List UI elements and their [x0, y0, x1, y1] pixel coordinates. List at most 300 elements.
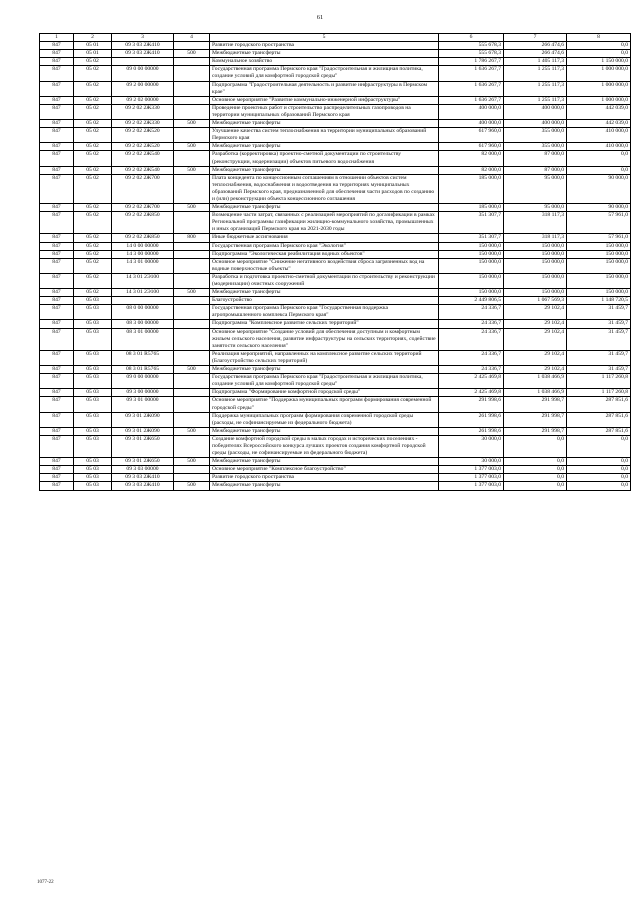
ministry-code: 847 — [40, 366, 74, 374]
amount-year-2: 1 255 117,3 — [504, 81, 567, 96]
target-article-code: 09 2 02 2Ж700 — [112, 174, 174, 203]
amount-year-1: 617 960,0 — [439, 143, 504, 151]
section-code: 05 01 — [74, 42, 112, 50]
footer-code: 1077-22 — [37, 880, 54, 885]
amount-year-3: 442 039,0 — [567, 120, 631, 128]
amount-year-1: 617 960,0 — [439, 128, 504, 143]
amount-year-2: 150 000,0 — [504, 273, 567, 288]
section-code: 05 03 — [74, 458, 112, 466]
table-row — [40, 128, 631, 143]
amount-year-2: 0,0 — [504, 466, 567, 474]
item-name: Поддержка муниципальных программ формирования современной городской среды (расходы, не софинансируемые из федерального бюджета) — [210, 412, 439, 427]
amount-year-3: 1 000 000,0 — [567, 66, 631, 81]
amount-year-2: 29 102,4 — [504, 320, 567, 328]
item-name: Создание комфортной городской среды в малых городах и исторических поселениях - победителях Всероссийского конкурса лучших проектов создания комфортной городской среды (расходы, не софинансируемые из федерального бюджета) — [210, 435, 439, 457]
target-article-code: 08 3 00 00000 — [112, 320, 174, 328]
amount-year-3: 150 000,0 — [567, 250, 631, 258]
target-article-code: 09 2 02 2Ж520 — [112, 143, 174, 151]
amount-year-2: 291 998,7 — [504, 427, 567, 435]
ministry-code: 847 — [40, 143, 74, 151]
amount-year-2: 150 000,0 — [504, 242, 567, 250]
ministry-code: 847 — [40, 104, 74, 119]
expense-type-code — [174, 242, 210, 250]
table-row — [40, 458, 631, 466]
ministry-code: 847 — [40, 427, 74, 435]
amount-year-1: 82 000,0 — [439, 151, 504, 166]
target-article-code: 14 3 01 2Э100 — [112, 289, 174, 297]
section-code: 05 02 — [74, 204, 112, 212]
section-code: 05 02 — [74, 174, 112, 203]
table-row — [40, 350, 631, 365]
section-code: 05 02 — [74, 212, 112, 234]
amount-year-1: 150 000,0 — [439, 258, 504, 273]
expense-type-code — [174, 151, 210, 166]
table-row — [40, 250, 631, 258]
amount-year-3: 442 039,0 — [567, 104, 631, 119]
target-article-code: 09 3 01 2Ж650 — [112, 435, 174, 457]
target-article-code: 14 0 00 00000 — [112, 242, 174, 250]
ministry-code: 847 — [40, 242, 74, 250]
amount-year-2: 1 255 117,3 — [504, 96, 567, 104]
amount-year-3: 0,0 — [567, 166, 631, 174]
amount-year-2: 150 000,0 — [504, 250, 567, 258]
table-row — [40, 366, 631, 374]
amount-year-1: 24 336,7 — [439, 366, 504, 374]
amount-year-1: 555 678,3 — [439, 42, 504, 50]
amount-year-1: 261 998,6 — [439, 427, 504, 435]
column-header: 8 — [567, 34, 631, 42]
amount-year-2: 29 102,4 — [504, 305, 567, 320]
amount-year-1: 1 786 267,7 — [439, 58, 504, 66]
expense-type-code — [174, 96, 210, 104]
section-code: 05 02 — [74, 66, 112, 81]
ministry-code: 847 — [40, 120, 74, 128]
section-code: 05 03 — [74, 320, 112, 328]
section-code: 05 02 — [74, 273, 112, 288]
expense-type-code — [174, 435, 210, 457]
target-article-code: 09 2 02 00000 — [112, 96, 174, 104]
section-code: 05 03 — [74, 474, 112, 482]
target-article-code — [112, 58, 174, 66]
amount-year-2: 95 000,0 — [504, 174, 567, 203]
item-name: Подпрограмма "Формирование комфортной городской среды" — [210, 389, 439, 397]
amount-year-2: 0,0 — [504, 474, 567, 482]
ministry-code: 847 — [40, 482, 74, 490]
amount-year-3: 0,0 — [567, 458, 631, 466]
target-article-code: 09 2 02 2Ж700 — [112, 204, 174, 212]
table-row — [40, 104, 631, 119]
table-row — [40, 482, 631, 490]
target-article-code: 09 2 02 2Ж850 — [112, 212, 174, 234]
expense-type-code — [174, 174, 210, 203]
table-row — [40, 81, 631, 96]
amount-year-1: 82 000,0 — [439, 166, 504, 174]
item-name: Плата концедента по концессионным соглашениям в отношении объектов систем теплоснабжения, водоснабжения и водоотведения на территориях муниципальных образований Пермского края, предназначенной для обеспечения части расходов по созданию и (или) реконструкции объекта концессионного соглашения — [210, 174, 439, 203]
amount-year-2: 150 000,0 — [504, 289, 567, 297]
item-name: Государственная программа Пермского края "Градостроительная и жилищная политика, создание условий для комфортной городской среды" — [210, 374, 439, 389]
amount-year-2: 266 474,6 — [504, 42, 567, 50]
amount-year-2: 291 998,7 — [504, 412, 567, 427]
column-number-row — [40, 34, 631, 42]
table-row — [40, 204, 631, 212]
ministry-code: 847 — [40, 328, 74, 350]
table-row — [40, 151, 631, 166]
amount-year-2: 400 000,0 — [504, 104, 567, 119]
ministry-code: 847 — [40, 305, 74, 320]
amount-year-2: 400 000,0 — [504, 120, 567, 128]
expense-type-code — [174, 258, 210, 273]
table-row — [40, 234, 631, 242]
table-row — [40, 58, 631, 66]
amount-year-1: 24 336,7 — [439, 320, 504, 328]
section-code: 05 02 — [74, 234, 112, 242]
table-row — [40, 297, 631, 305]
target-article-code: 08 0 00 00000 — [112, 305, 174, 320]
amount-year-1: 1 636 267,7 — [439, 81, 504, 96]
amount-year-3: 1 117 260,8 — [567, 374, 631, 389]
amount-year-2: 318 117,3 — [504, 234, 567, 242]
item-name: Подпрограмма "Комплексное развитие сельских территорий" — [210, 320, 439, 328]
expense-type-code — [174, 350, 210, 365]
budget-table — [39, 33, 631, 491]
item-name: Иные бюджетные ассигнования — [210, 234, 439, 242]
item-name: Разработка и подготовка проектно-сметной документации по строительству и реконструкции (модернизации) очистных сооружений — [210, 273, 439, 288]
section-code: 05 03 — [74, 374, 112, 389]
amount-year-3: 1 000 000,0 — [567, 96, 631, 104]
expense-type-code — [174, 397, 210, 412]
ministry-code: 847 — [40, 474, 74, 482]
table-row — [40, 374, 631, 389]
item-name: Межбюджетные трансферты — [210, 458, 439, 466]
amount-year-3: 31 459,7 — [567, 320, 631, 328]
column-header: 6 — [439, 34, 504, 42]
section-code: 05 02 — [74, 242, 112, 250]
amount-year-1: 291 998,6 — [439, 397, 504, 412]
target-article-code: 09 3 03 2Ж410 — [112, 474, 174, 482]
amount-year-2: 29 102,4 — [504, 366, 567, 374]
item-name: Межбюджетные трансферты — [210, 289, 439, 297]
amount-year-2: 291 998,7 — [504, 397, 567, 412]
target-article-code: 09 3 03 2Ж410 — [112, 50, 174, 58]
ministry-code: 847 — [40, 289, 74, 297]
item-name: Возмещение части затрат, связанных с реализацией мероприятий по догазификации в рамках Региональной программы газификации жилищно-коммунального хозяйства, промышленных и иных организаций Пермского края на 2021-2030 годы — [210, 212, 439, 234]
amount-year-3: 150 000,0 — [567, 289, 631, 297]
expense-type-code — [174, 212, 210, 234]
amount-year-1: 150 000,0 — [439, 273, 504, 288]
amount-year-3: 1 148 720,5 — [567, 297, 631, 305]
expense-type-code — [174, 389, 210, 397]
target-article-code: 14 3 01 2Э100 — [112, 273, 174, 288]
ministry-code: 847 — [40, 389, 74, 397]
amount-year-3: 1 117 260,8 — [567, 389, 631, 397]
column-header: 7 — [504, 34, 567, 42]
column-header: 3 — [112, 34, 174, 42]
section-code: 05 03 — [74, 328, 112, 350]
ministry-code: 847 — [40, 435, 74, 457]
expense-type-code: 500 — [174, 50, 210, 58]
amount-year-3: 0,0 — [567, 151, 631, 166]
table-row — [40, 474, 631, 482]
amount-year-3: 0,0 — [567, 50, 631, 58]
table-body — [40, 42, 631, 490]
ministry-code: 847 — [40, 397, 74, 412]
amount-year-1: 1 636 267,7 — [439, 66, 504, 81]
section-code: 05 02 — [74, 250, 112, 258]
amount-year-3: 1 000 000,0 — [567, 81, 631, 96]
section-code: 05 03 — [74, 397, 112, 412]
amount-year-3: 0,0 — [567, 42, 631, 50]
amount-year-2: 1 255 117,3 — [504, 66, 567, 81]
section-code: 05 02 — [74, 81, 112, 96]
section-code: 05 03 — [74, 297, 112, 305]
target-article-code: 09 2 02 2Ж520 — [112, 128, 174, 143]
expense-type-code — [174, 466, 210, 474]
amount-year-2: 266 474,6 — [504, 50, 567, 58]
item-name: Межбюджетные трансферты — [210, 204, 439, 212]
amount-year-2: 1 067 569,3 — [504, 297, 567, 305]
table-row — [40, 305, 631, 320]
ministry-code: 847 — [40, 50, 74, 58]
amount-year-2: 0,0 — [504, 458, 567, 466]
ministry-code: 847 — [40, 166, 74, 174]
expense-type-code — [174, 320, 210, 328]
target-article-code: 09 3 00 00000 — [112, 389, 174, 397]
item-name: Государственная программа Пермского края "Экология" — [210, 242, 439, 250]
item-name: Развитие городского пространства — [210, 42, 439, 50]
item-name: Подпрограмма "Градостроительная деятельность и развитие инфраструктуры в Пермском крае" — [210, 81, 439, 96]
section-code: 05 02 — [74, 104, 112, 119]
ministry-code: 847 — [40, 273, 74, 288]
expense-type-code — [174, 42, 210, 50]
amount-year-1: 400 000,0 — [439, 104, 504, 119]
expense-type-code — [174, 374, 210, 389]
expense-type-code: 800 — [174, 234, 210, 242]
section-code: 05 02 — [74, 128, 112, 143]
column-header: 4 — [174, 34, 210, 42]
amount-year-2: 87 000,0 — [504, 151, 567, 166]
ministry-code: 847 — [40, 350, 74, 365]
expense-type-code: 500 — [174, 458, 210, 466]
amount-year-1: 150 000,0 — [439, 242, 504, 250]
expense-type-code — [174, 412, 210, 427]
target-article-code: 09 3 03 2Ж410 — [112, 42, 174, 50]
amount-year-1: 555 678,3 — [439, 50, 504, 58]
target-article-code: 09 3 01 2Ж090 — [112, 427, 174, 435]
amount-year-1: 400 000,0 — [439, 120, 504, 128]
ministry-code: 847 — [40, 212, 74, 234]
item-name: Основное мероприятие "Снижение негативного воздействия сброса загрязненных вод на водные поверхностные объекты" — [210, 258, 439, 273]
amount-year-3: 31 459,7 — [567, 350, 631, 365]
section-code: 05 03 — [74, 427, 112, 435]
amount-year-3: 0,0 — [567, 466, 631, 474]
item-name: Государственная программа Пермского края "Государственная поддержка агропромышленного комплекса Пермского края" — [210, 305, 439, 320]
section-code: 05 02 — [74, 96, 112, 104]
ministry-code: 847 — [40, 81, 74, 96]
table-row — [40, 242, 631, 250]
table-row — [40, 96, 631, 104]
ministry-code: 847 — [40, 128, 74, 143]
item-name: Благоустройство — [210, 297, 439, 305]
table-row — [40, 66, 631, 81]
amount-year-3: 90 000,0 — [567, 174, 631, 203]
target-article-code: 09 0 00 00000 — [112, 374, 174, 389]
amount-year-3: 90 000,0 — [567, 204, 631, 212]
amount-year-1: 2 449 806,5 — [439, 297, 504, 305]
ministry-code: 847 — [40, 234, 74, 242]
item-name: Улучшение качества систем теплоснабжения на территории муниципальных образований Пермского края — [210, 128, 439, 143]
amount-year-3: 0,0 — [567, 474, 631, 482]
expense-type-code: 500 — [174, 143, 210, 151]
amount-year-3: 150 000,0 — [567, 273, 631, 288]
table-row — [40, 328, 631, 350]
item-name: Межбюджетные трансферты — [210, 427, 439, 435]
expense-type-code — [174, 273, 210, 288]
expense-type-code: 500 — [174, 427, 210, 435]
table-row — [40, 435, 631, 457]
ministry-code: 847 — [40, 58, 74, 66]
item-name: Реализация мероприятий, направленных на комплексное развитие сельских территорий (Благоустройство сельских территорий) — [210, 350, 439, 365]
amount-year-2: 1 405 117,3 — [504, 58, 567, 66]
table-row — [40, 412, 631, 427]
amount-year-2: 29 102,4 — [504, 328, 567, 350]
target-article-code: 09 2 02 2Ж330 — [112, 120, 174, 128]
amount-year-1: 261 998,6 — [439, 412, 504, 427]
amount-year-3: 287 851,6 — [567, 427, 631, 435]
item-name: Основное мероприятие "Комплексное благоустройство" — [210, 466, 439, 474]
amount-year-3: 31 459,7 — [567, 328, 631, 350]
section-code: 05 02 — [74, 151, 112, 166]
section-code: 05 03 — [74, 412, 112, 427]
expense-type-code — [174, 305, 210, 320]
amount-year-2: 150 000,0 — [504, 258, 567, 273]
ministry-code: 847 — [40, 458, 74, 466]
table-row — [40, 427, 631, 435]
amount-year-3: 57 961,0 — [567, 212, 631, 234]
section-code: 05 03 — [74, 366, 112, 374]
table-row — [40, 212, 631, 234]
amount-year-2: 355 000,0 — [504, 143, 567, 151]
amount-year-3: 31 459,7 — [567, 305, 631, 320]
amount-year-1: 1 377 003,0 — [439, 466, 504, 474]
target-article-code: 09 3 03 2Ж410 — [112, 482, 174, 490]
section-code: 05 03 — [74, 350, 112, 365]
expense-type-code: 500 — [174, 204, 210, 212]
amount-year-2: 0,0 — [504, 435, 567, 457]
target-article-code: 09 3 01 00000 — [112, 397, 174, 412]
amount-year-3: 410 000,0 — [567, 143, 631, 151]
item-name: Межбюджетные трансферты — [210, 166, 439, 174]
ministry-code: 847 — [40, 374, 74, 389]
amount-year-3: 287 851,6 — [567, 397, 631, 412]
amount-year-1: 351 307,7 — [439, 234, 504, 242]
section-code: 05 01 — [74, 50, 112, 58]
amount-year-2: 95 000,0 — [504, 204, 567, 212]
target-article-code: 09 2 02 2Ж330 — [112, 104, 174, 119]
expense-type-code — [174, 66, 210, 81]
amount-year-1: 351 307,7 — [439, 212, 504, 234]
ministry-code: 847 — [40, 42, 74, 50]
amount-year-1: 1 377 003,0 — [439, 482, 504, 490]
amount-year-2: 87 000,0 — [504, 166, 567, 174]
expense-type-code: 500 — [174, 120, 210, 128]
target-article-code: 09 0 00 00000 — [112, 66, 174, 81]
amount-year-1: 150 000,0 — [439, 289, 504, 297]
item-name: Развитие городского пространства — [210, 474, 439, 482]
expense-type-code: 500 — [174, 482, 210, 490]
amount-year-1: 24 336,7 — [439, 328, 504, 350]
item-name: Межбюджетные трансферты — [210, 50, 439, 58]
table-row — [40, 320, 631, 328]
amount-year-1: 150 000,0 — [439, 250, 504, 258]
section-code: 05 02 — [74, 120, 112, 128]
target-article-code: 08 3 01 R5765 — [112, 350, 174, 365]
amount-year-3: 287 851,6 — [567, 412, 631, 427]
amount-year-1: 24 336,7 — [439, 305, 504, 320]
section-code: 05 02 — [74, 289, 112, 297]
ministry-code: 847 — [40, 250, 74, 258]
amount-year-3: 150 000,0 — [567, 242, 631, 250]
ministry-code: 847 — [40, 466, 74, 474]
section-code: 05 02 — [74, 58, 112, 66]
amount-year-1: 30 000,0 — [439, 458, 504, 466]
ministry-code: 847 — [40, 96, 74, 104]
amount-year-1: 185 000,0 — [439, 204, 504, 212]
section-code: 05 03 — [74, 435, 112, 457]
ministry-code: 847 — [40, 66, 74, 81]
target-article-code: 09 3 03 00000 — [112, 466, 174, 474]
target-article-code: 09 3 01 2Ж650 — [112, 458, 174, 466]
expense-type-code — [174, 297, 210, 305]
amount-year-2: 318 117,3 — [504, 212, 567, 234]
expense-type-code — [174, 104, 210, 119]
amount-year-1: 1 636 267,7 — [439, 96, 504, 104]
amount-year-2: 1 038 466,9 — [504, 374, 567, 389]
column-header: 1 — [40, 34, 74, 42]
table-row — [40, 50, 631, 58]
ministry-code: 847 — [40, 412, 74, 427]
table-row — [40, 174, 631, 203]
table-row — [40, 397, 631, 412]
expense-type-code — [174, 328, 210, 350]
amount-year-2: 29 102,4 — [504, 350, 567, 365]
item-name: Основное мероприятие "Поддержка муниципальных программ формирования современной городской среды" — [210, 397, 439, 412]
amount-year-2: 1 038 466,9 — [504, 389, 567, 397]
table-row — [40, 42, 631, 50]
amount-year-3: 31 459,7 — [567, 366, 631, 374]
item-name: Проведение проектных работ и строительство распределительных газопроводов на территории муниципальных образований Пермского края — [210, 104, 439, 119]
table-row — [40, 166, 631, 174]
table-row — [40, 258, 631, 273]
table-row — [40, 389, 631, 397]
section-code: 05 02 — [74, 166, 112, 174]
item-name: Государственная программа Пермского края "Градостроительная и жилищная политика, создание условий для комфортной городской среды" — [210, 66, 439, 81]
item-name: Межбюджетные трансферты — [210, 482, 439, 490]
ministry-code: 847 — [40, 204, 74, 212]
target-article-code: 09 3 01 2Ж090 — [112, 412, 174, 427]
amount-year-1: 185 000,0 — [439, 174, 504, 203]
expense-type-code: 500 — [174, 366, 210, 374]
ministry-code: 847 — [40, 297, 74, 305]
item-name: Межбюджетные трансферты — [210, 143, 439, 151]
target-article-code: 08 3 01 R5765 — [112, 366, 174, 374]
expense-type-code: 500 — [174, 289, 210, 297]
expense-type-code — [174, 250, 210, 258]
amount-year-3: 410 000,0 — [567, 128, 631, 143]
target-article-code: 14 3 01 00000 — [112, 258, 174, 273]
expense-type-code: 500 — [174, 166, 210, 174]
section-code: 05 03 — [74, 482, 112, 490]
target-article-code: 08 3 01 00000 — [112, 328, 174, 350]
